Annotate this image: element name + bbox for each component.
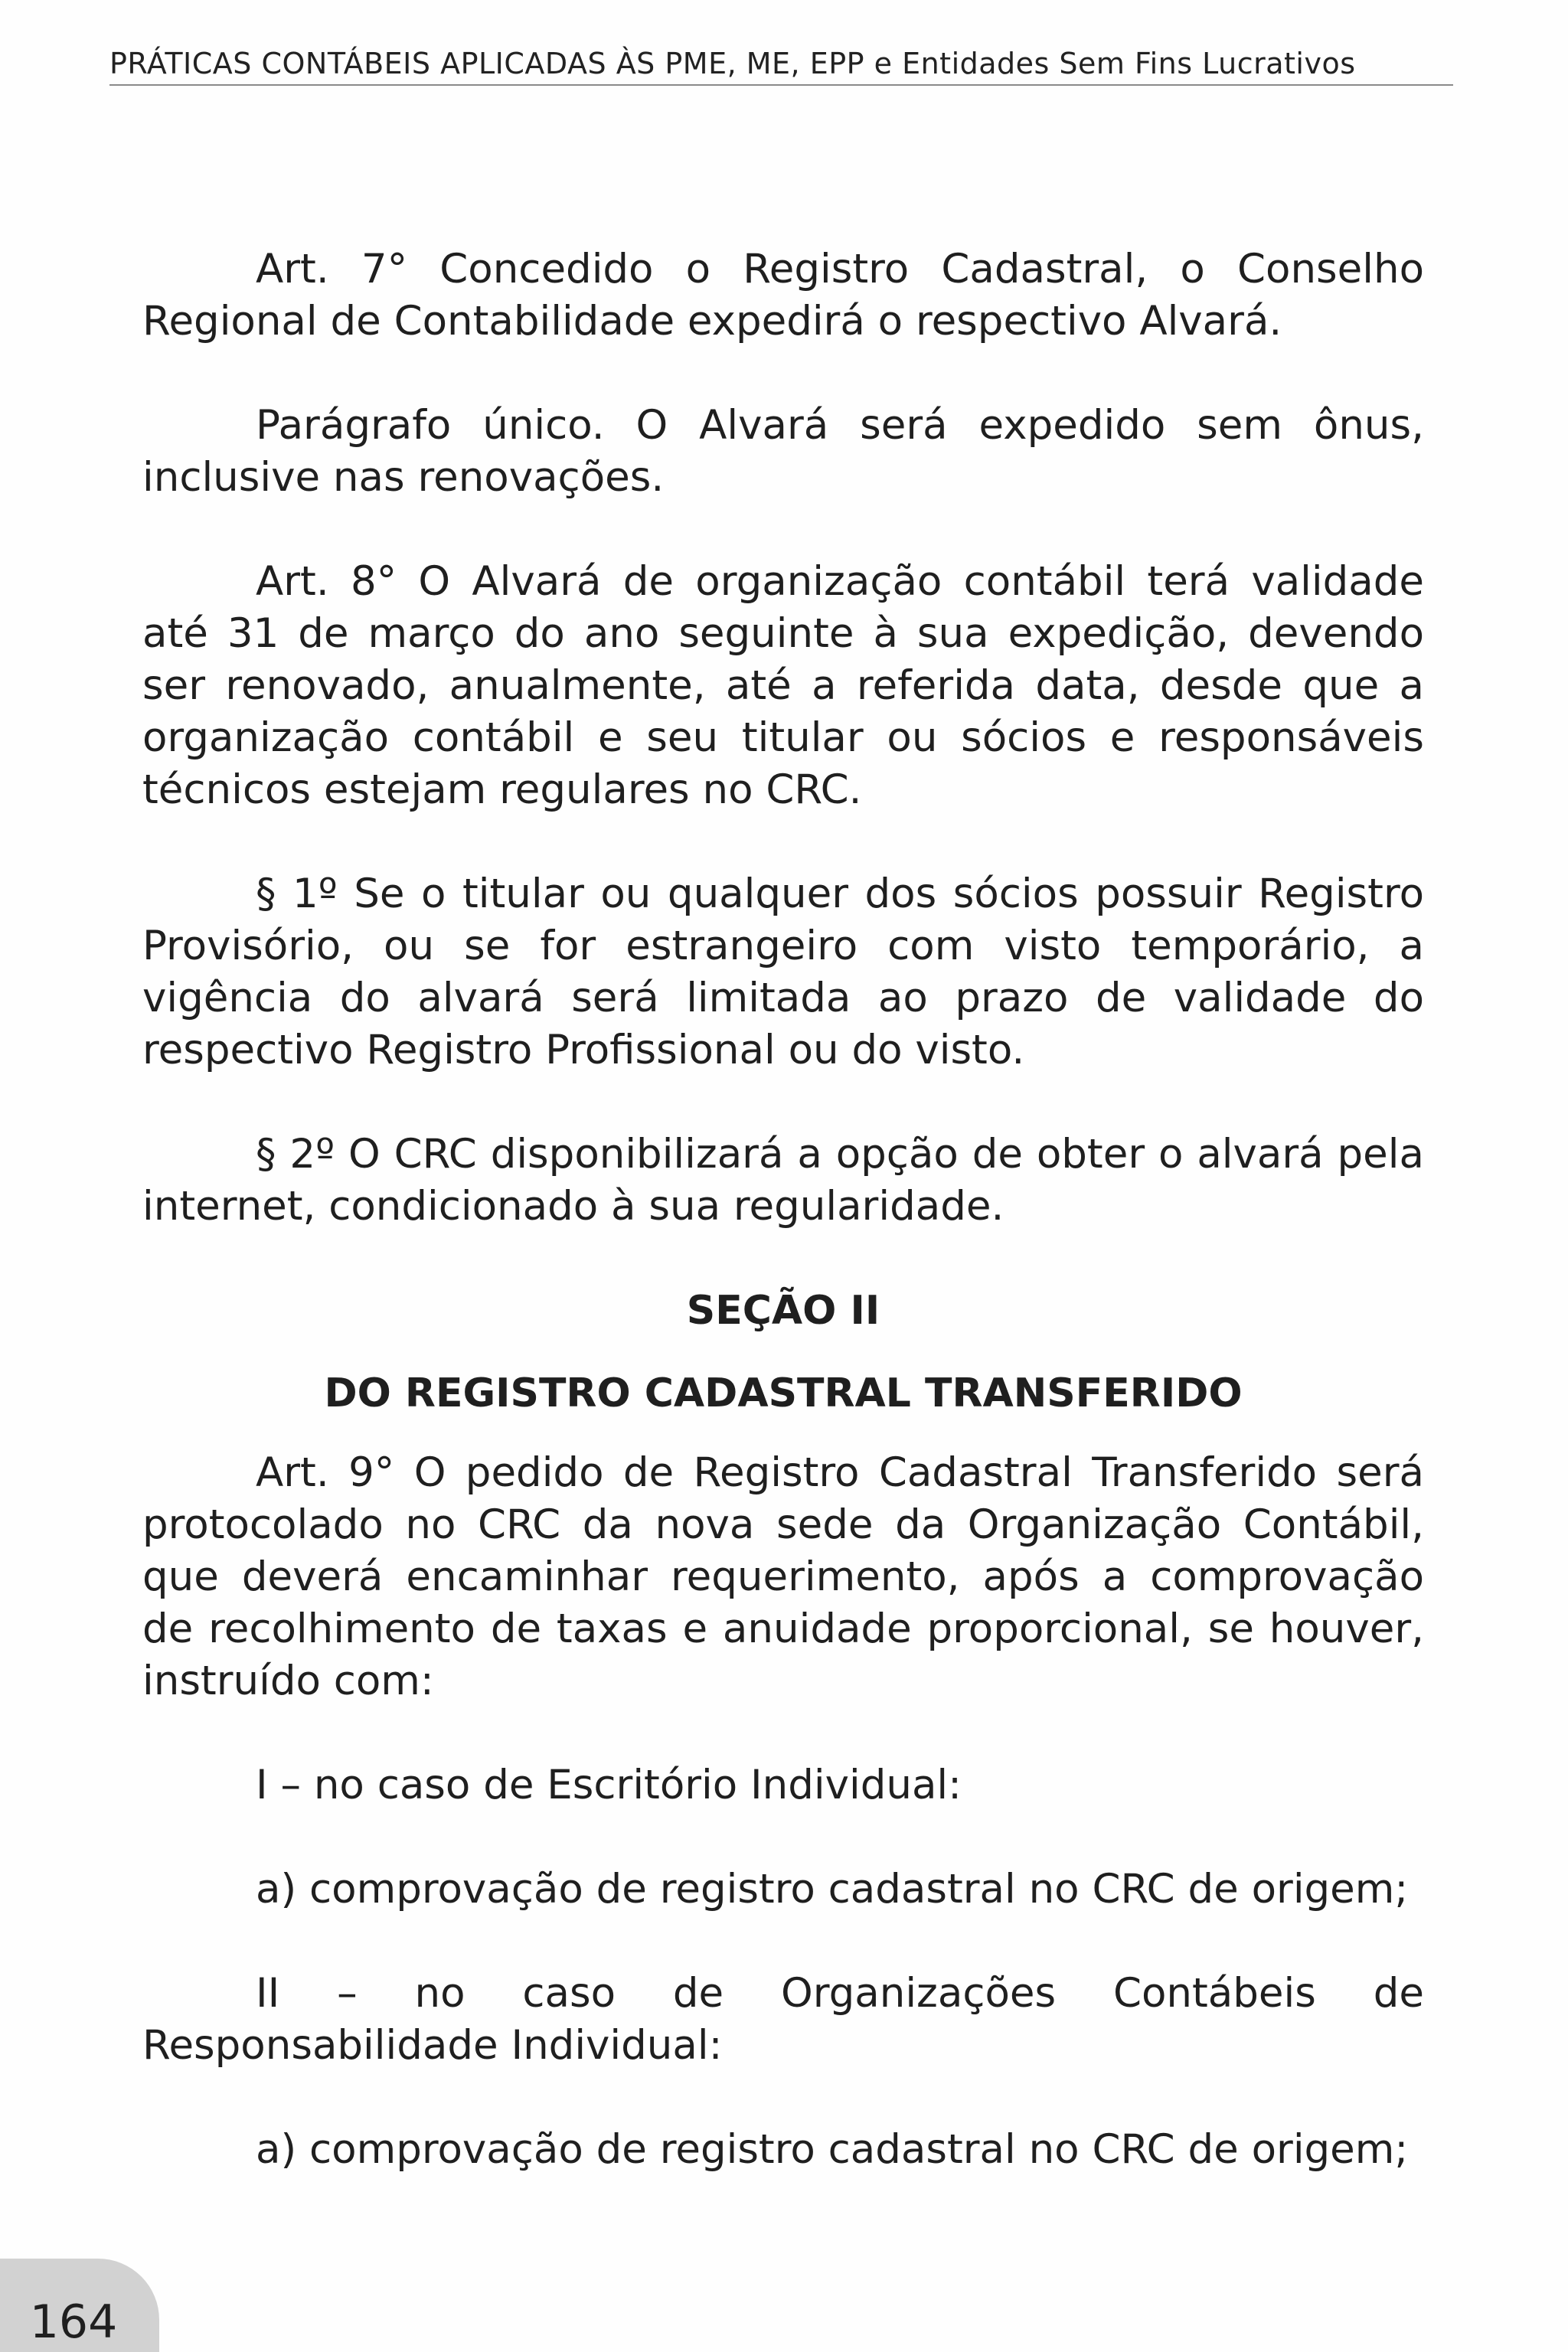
paragraph-art-8-section-2: § 2º O CRC disponibilizará a opção de obter o alvará pela internet, condicionado à sua regularidade. bbox=[142, 1131, 1424, 1230]
paragraph-art-7-sole: Parágrafo único. O Alvará será expedido sem ônus, inclusive nas renovações. bbox=[142, 402, 1424, 501]
list-item-ii-a: a) comprovação de registro cadastral no CRC de origem; bbox=[256, 2126, 1409, 2173]
paragraph-art-8: Art. 8° O Alvará de organização contábil terá validade até 31 de março do ano seguinte à sua expedição, devendo ser renovado, anualmente, até a referida data, desde que a organização contábil e seu titular ou sócios e responsáveis técnicos estejam regulares no CRC. bbox=[142, 558, 1424, 813]
section-title-heading: DO REGISTRO CADASTRAL TRANSFERIDO bbox=[324, 1370, 1243, 1416]
paragraph-art-7: Art. 7° Concedido o Registro Cadastral, o Conselho Regional de Contabilidade expedirá o respectivo Alvará. bbox=[142, 246, 1424, 345]
page-number: 164 bbox=[29, 2295, 118, 2349]
section-number-heading: SEÇÃO II bbox=[686, 1288, 880, 1334]
running-header: PRÁTICAS CONTÁBEIS APLICADAS ÀS PME, ME, EPP e Entidades Sem Fins Lucrativos bbox=[109, 47, 1356, 80]
list-item-ii: II – no caso de Organizações Contábeis de Responsabilidade Individual: bbox=[142, 1970, 1424, 2069]
paragraph-art-9: Art. 9° O pedido de Registro Cadastral Transferido será protocolado no CRC da nova sede da Organização Contábil, que deverá encaminhar requerimento, após a comprovação de recolhimento de taxas e anuidade proporcional, se houver, instruído com: bbox=[142, 1449, 1424, 1704]
document-body bbox=[142, 243, 1424, 2228]
list-item-i-a: a) comprovação de registro cadastral no CRC de origem; bbox=[256, 1866, 1409, 1913]
header-divider bbox=[109, 84, 1453, 86]
paragraph-art-8-section-1: § 1º Se o titular ou qualquer dos sócios possuir Registro Provisório, ou se for estrangeiro com visto temporário, a vigência do alvará será limitada ao prazo de validade do respectivo Registro Profissional ou do visto. bbox=[142, 871, 1424, 1073]
list-item-i: I – no caso de Escritório Individual: bbox=[256, 1762, 962, 1808]
